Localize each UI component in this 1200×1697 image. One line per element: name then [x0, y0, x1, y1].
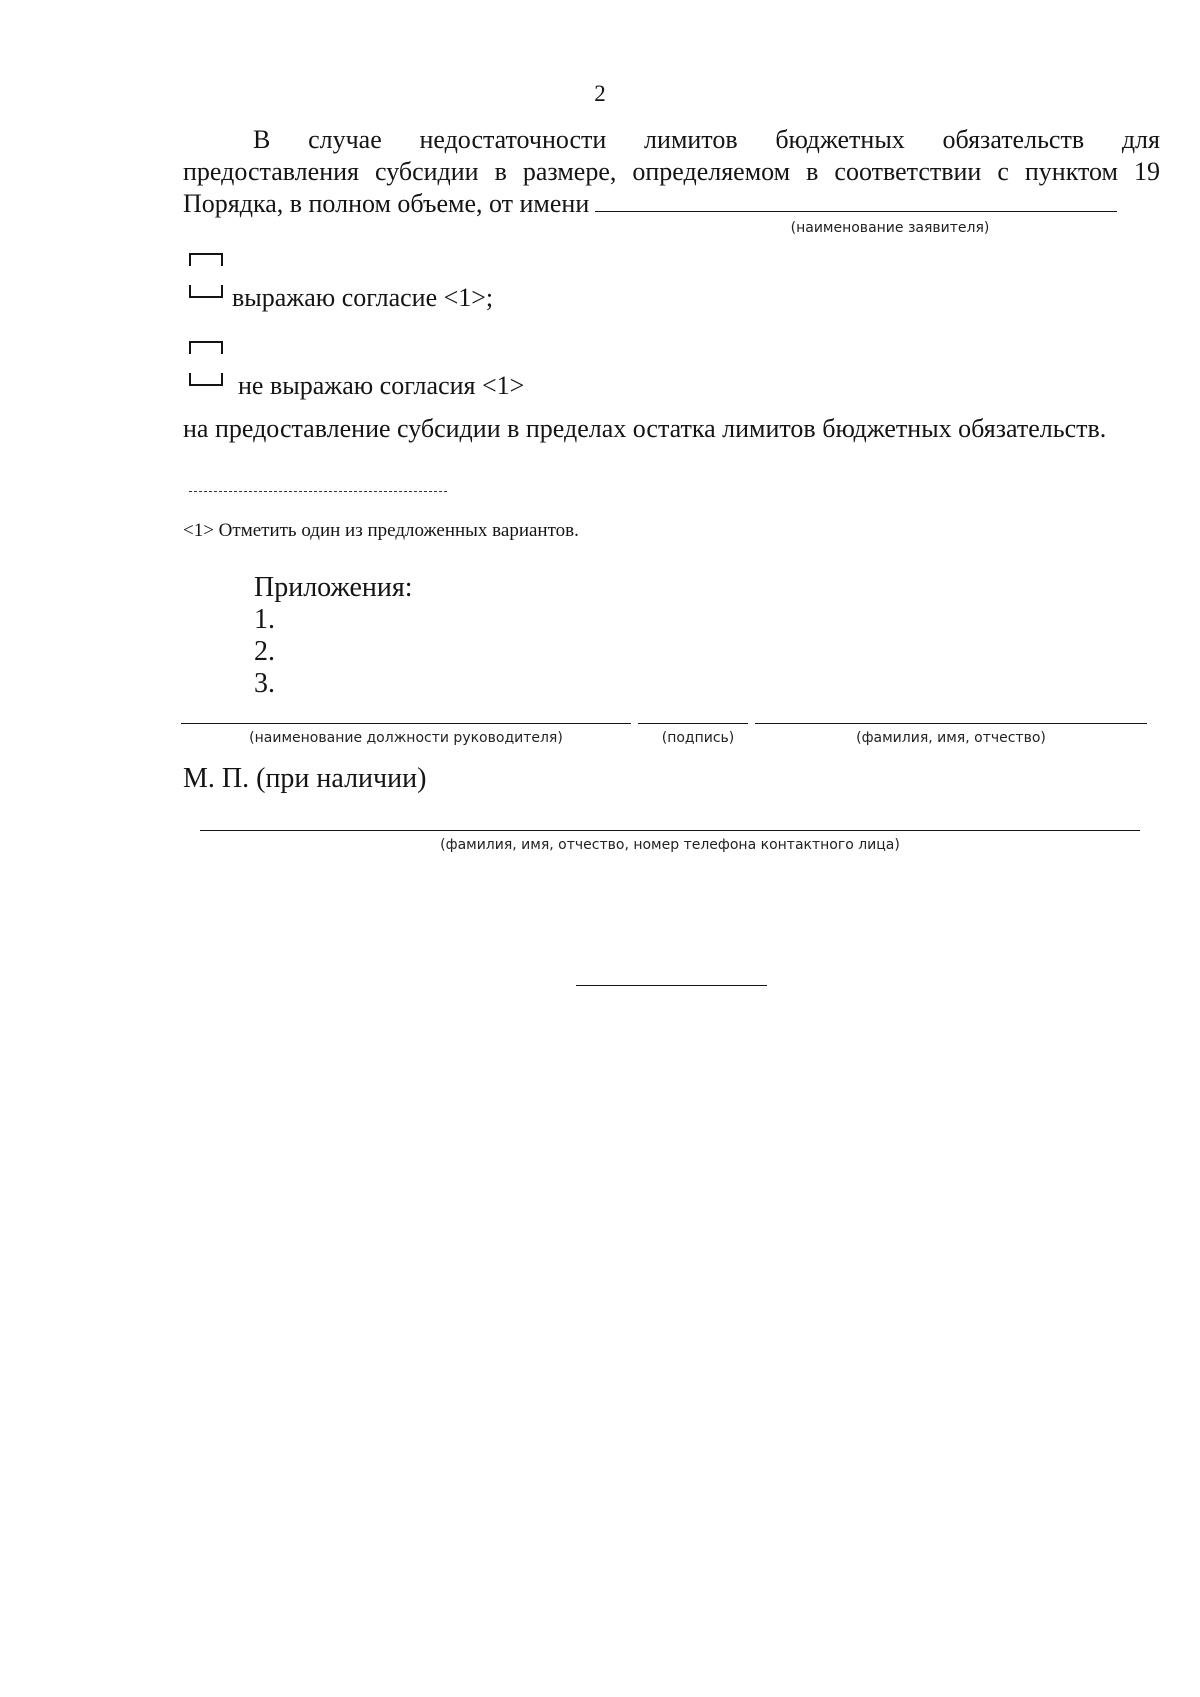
option-no-consent-label: не выражаю согласия <1>	[238, 371, 525, 400]
closing-rule	[576, 985, 767, 986]
main-paragraph	[183, 124, 1160, 220]
option-consent-label: выражаю согласие <1>;	[232, 283, 494, 312]
main-paragraph-line-3-text: Порядка, в полном объеме, от имени	[183, 189, 590, 218]
contact-caption: (фамилия, имя, отчество, номер телефона контактного лица)	[440, 837, 900, 853]
option-consent-checkbox-bottom[interactable]	[189, 285, 223, 298]
name-field[interactable]	[755, 723, 1147, 724]
signature-field[interactable]	[638, 723, 748, 724]
main-paragraph-line-3	[183, 188, 1160, 220]
tail-paragraph: на предоставление субсидии в пределах остатка лимитов бюджетных обязательств.	[183, 414, 1107, 443]
attachments-block	[254, 572, 413, 700]
option-no-consent-checkbox-bottom[interactable]	[189, 373, 223, 386]
attachment-item-1: 1.	[254, 604, 275, 635]
main-paragraph-line-1: В случае недостаточности лимитов бюджетных обязательств для	[253, 125, 1160, 154]
footnote: <1> Отметить один из предложенных вариантов.	[183, 520, 579, 541]
signature-caption: (подпись)	[661, 730, 735, 746]
applicant-caption: (наименование заявителя)	[790, 220, 990, 236]
contact-field[interactable]	[200, 830, 1140, 831]
attachment-item-2: 2.	[254, 636, 275, 667]
stamp-placeholder: М. П. (при наличии)	[183, 763, 427, 794]
position-caption: (наименование должности руководителя)	[249, 730, 563, 746]
applicant-name-field[interactable]	[595, 191, 1117, 212]
option-no-consent-checkbox-top[interactable]	[189, 341, 223, 354]
attachments-title: Приложения:	[254, 572, 413, 603]
page-number: 2	[594, 81, 606, 106]
attachment-item-3: 3.	[254, 668, 275, 699]
main-paragraph-line-2: предоставления субсидии в размере, определяемом в соответствии с пунктом 19	[183, 157, 1160, 186]
name-caption: (фамилия, имя, отчество)	[856, 730, 1046, 746]
position-field[interactable]	[181, 723, 631, 724]
option-consent-checkbox-top[interactable]	[189, 253, 223, 266]
footnote-separator	[189, 491, 447, 492]
